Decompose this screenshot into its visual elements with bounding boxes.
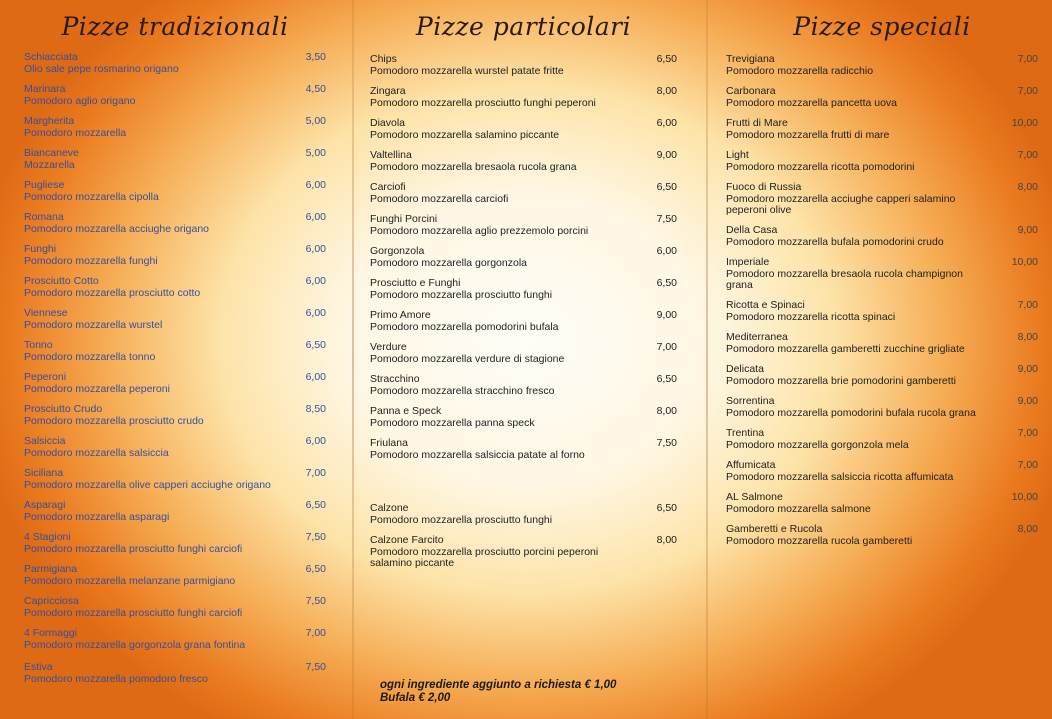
pizza-name: 4 Stagioni: [24, 531, 71, 543]
pizza-price: 6,00: [656, 117, 677, 129]
pizza-ingredients: Pomodoro mozzarella stracchino fresco: [370, 384, 555, 397]
pizza-ingredients: Pomodoro aglio origano: [24, 94, 136, 107]
pizza-name: Salsiccia: [24, 435, 66, 447]
pizza-price: 6,50: [656, 181, 677, 193]
pizza-price: 7,00: [305, 627, 326, 639]
extras-note: [380, 679, 616, 705]
pizza-ingredients: Pomodoro mozzarella pomodoro fresco: [24, 672, 208, 685]
menu-item: [370, 438, 677, 461]
menu-item: [24, 596, 326, 619]
pizza-name: Parmigiana: [24, 563, 78, 575]
pizza-name: Imperiale: [726, 256, 770, 268]
pizza-ingredients: Pomodoro mozzarella salsiccia patate al forno: [370, 448, 585, 461]
pizza-ingredients: Pomodoro mozzarella funghi: [24, 254, 158, 267]
pizza-price: 7,50: [305, 595, 326, 607]
pizza-name: AL Salmone: [726, 491, 783, 503]
menu-item: [24, 244, 326, 267]
pizza-price: 6,00: [305, 307, 326, 319]
pizza-name: Frutti di Mare: [726, 117, 788, 129]
pizza-price: 6,00: [305, 243, 326, 255]
pizza-ingredients: Pomodoro mozzarella prosciutto funghi peperoni: [370, 96, 596, 109]
menu-item: [24, 372, 326, 395]
menu-item: [370, 310, 677, 333]
pizza-price: 9,00: [1017, 395, 1038, 407]
menu-item: [370, 118, 677, 141]
pizza-price: 7,50: [305, 661, 326, 673]
menu-item: [726, 225, 1038, 248]
menu-item: [726, 150, 1038, 173]
pizza-name: Stracchino: [370, 373, 420, 385]
menu-item: [370, 214, 677, 237]
pizza-price: 6,50: [305, 499, 326, 511]
extras-note-line: Bufala € 2,00: [380, 692, 451, 704]
menu-item: [726, 332, 1038, 355]
pizza-name: Gorgonzola: [370, 245, 425, 257]
pizza-name: Funghi: [24, 243, 57, 255]
pizza-name: Primo Amore: [370, 309, 431, 321]
pizza-name: Tonno: [24, 339, 53, 351]
pizza-name: Sorrentina: [726, 395, 775, 407]
pizza-price: 6,50: [305, 563, 326, 575]
pizza-name: 4 Formaggi: [24, 627, 78, 639]
pizza-price: 10,00: [1011, 117, 1038, 129]
menu-item: [24, 532, 326, 555]
menu-item: [726, 54, 1038, 77]
pizza-price: 10,00: [1011, 491, 1038, 503]
menu-item: [726, 428, 1038, 451]
pizza-ingredients: Pomodoro mozzarella ricotta spinaci: [726, 310, 896, 323]
pizza-name: Friulana: [370, 437, 408, 449]
pizza-ingredients: Pomodoro mozzarella prosciutto crudo: [24, 414, 204, 427]
pizza-price: 6,50: [656, 373, 677, 385]
pizza-name: Diavola: [370, 117, 406, 129]
pizza-name: Biancaneve: [24, 147, 79, 159]
pizza-price: 8,00: [656, 85, 677, 97]
pizza-ingredients: Pomodoro mozzarella pomodorini bufala rucola grana: [726, 406, 976, 419]
pizza-price: 6,00: [656, 245, 677, 257]
menu-item: [370, 278, 677, 301]
pizza-ingredients: Pomodoro mozzarella salsiccia: [24, 446, 169, 459]
pizza-ingredients: Pomodoro mozzarella gorgonzola mela: [726, 438, 909, 451]
pizza-name: Prosciutto e Funghi: [370, 277, 461, 289]
pizza-ingredients: Pomodoro mozzarella gamberetti zucchine grigliate: [726, 342, 965, 355]
pizza-name: Verdure: [370, 341, 407, 353]
menu-item: [726, 396, 1038, 419]
pizza-name: Carciofi: [370, 181, 406, 193]
menu-item: [24, 180, 326, 203]
pizza-price: 8,00: [656, 534, 677, 546]
pizza-price: 8,00: [1017, 181, 1038, 193]
pizza-ingredients: Pomodoro mozzarella pancetta uova: [726, 96, 898, 109]
pizza-name: Ricotta e Spinaci: [726, 299, 805, 311]
panel-title: Pizze speciali: [793, 12, 971, 41]
pizza-ingredients: Pomodoro mozzarella bresaola rucola grana: [370, 160, 577, 173]
pizza-name: Chips: [370, 53, 397, 65]
pizza-ingredients: Pomodoro mozzarella bresaola rucola champignon grana: [726, 267, 963, 291]
pizza-price: 3,50: [305, 51, 326, 63]
panel-pizze-speciali: [726, 0, 1038, 719]
pizza-ingredients: Pomodoro mozzarella salmone: [726, 502, 871, 515]
pizza-price: 6,00: [305, 179, 326, 191]
menu-item: [370, 503, 677, 526]
pizza-name: Estiva: [24, 661, 53, 673]
pizza-name: Trentina: [726, 427, 765, 439]
pizza-price: 8,50: [305, 403, 326, 415]
pizza-ingredients: Pomodoro mozzarella asparagi: [24, 510, 170, 523]
pizza-name: Romana: [24, 211, 64, 223]
menu-item: [726, 364, 1038, 387]
pizza-ingredients: Pomodoro mozzarella prosciutto funghi carciofi: [24, 542, 243, 555]
pizza-name: Della Casa: [726, 224, 778, 236]
pizza-price: 6,00: [305, 435, 326, 447]
pizza-name: Valtellina: [370, 149, 412, 161]
pizza-name: Panna e Speck: [370, 405, 442, 417]
pizza-price: 7,00: [656, 341, 677, 353]
pizza-price: 7,50: [656, 213, 677, 225]
panel-title: Pizze particolari: [415, 12, 632, 41]
pizza-price: 7,00: [1017, 427, 1038, 439]
pizza-ingredients: Pomodoro mozzarella wurstel: [24, 318, 163, 331]
menu-item: [24, 84, 326, 107]
pizza-name: Siciliana: [24, 467, 64, 479]
menu-item: [370, 86, 677, 109]
menu-item: [24, 500, 326, 523]
pizza-ingredients: Pomodoro mozzarella gorgonzola: [370, 256, 528, 269]
pizza-name: Gamberetti e Rucola: [726, 523, 823, 535]
pizza-price: 7,00: [1017, 459, 1038, 471]
pizza-price: 7,00: [1017, 149, 1038, 161]
pizza-ingredients: Pomodoro mozzarella acciughe capperi salamino peperoni olive: [726, 192, 956, 216]
pizza-price: 4,50: [305, 83, 326, 95]
pizza-price: 8,00: [1017, 331, 1038, 343]
pizza-ingredients: Pomodoro mozzarella brie pomodorini gamberetti: [726, 374, 956, 387]
pizza-price: 5,00: [305, 115, 326, 127]
pizza-price: 6,00: [305, 211, 326, 223]
pizza-name: Calzone: [370, 502, 409, 514]
pizza-price: 9,00: [656, 309, 677, 321]
pizza-ingredients: Pomodoro mozzarella: [24, 126, 127, 139]
pizza-ingredients: Pomodoro mozzarella radicchio: [726, 64, 874, 77]
pizza-ingredients: Pomodoro mozzarella ricotta pomodorini: [726, 160, 915, 173]
pizza-name: Trevigiana: [726, 53, 775, 65]
pizza-ingredients: Pomodoro mozzarella tonno: [24, 350, 156, 363]
menu-item: [24, 52, 326, 75]
pizza-ingredients: Pomodoro mozzarella bufala pomodorini crudo: [726, 235, 944, 248]
pizza-price: 7,50: [305, 531, 326, 543]
pizza-ingredients: Pomodoro mozzarella prosciutto porcini peperoni salamino piccante: [370, 545, 599, 569]
menu-item: [726, 86, 1038, 109]
fold-line-right: [706, 0, 708, 719]
extras-note-line: ogni ingrediente aggiunto a richiesta € 1,00: [380, 679, 617, 691]
menu-item: [726, 300, 1038, 323]
menu-item: [24, 662, 326, 685]
pizza-name: Carbonara: [726, 85, 776, 97]
pizza-name: Fuoco di Russia: [726, 181, 802, 193]
menu-item: [370, 374, 677, 397]
menu-item: [726, 118, 1038, 141]
pizza-ingredients: Pomodoro mozzarella aglio prezzemolo porcini: [370, 224, 589, 237]
pizza-name: Prosciutto Cotto: [24, 275, 99, 287]
pizza-price: 6,00: [305, 371, 326, 383]
pizza-price: 9,00: [1017, 363, 1038, 375]
menu-item: [24, 116, 326, 139]
menu-item: [24, 308, 326, 331]
menu-item: [370, 182, 677, 205]
pizza-name: Affumicata: [726, 459, 776, 471]
pizza-name: Marinara: [24, 83, 66, 95]
pizza-name: Delicata: [726, 363, 764, 375]
pizza-ingredients: Pomodoro mozzarella gorgonzola grana fontina: [24, 638, 246, 651]
menu-item: [370, 406, 677, 429]
pizza-name: Schiacciata: [24, 51, 78, 63]
pizza-ingredients: Olio sale pepe rosmarino origano: [24, 62, 179, 75]
pizza-name: Peperoni: [24, 371, 67, 383]
menu-item: [370, 150, 677, 173]
pizza-ingredients: Pomodoro mozzarella frutti di mare: [726, 128, 890, 141]
pizza-ingredients: Pomodoro mozzarella peperoni: [24, 382, 170, 395]
pizza-price: 7,00: [1017, 299, 1038, 311]
pizza-price: 7,50: [656, 437, 677, 449]
menu-item: [726, 524, 1038, 547]
pizza-price: 6,50: [305, 339, 326, 351]
pizza-ingredients: Pomodoro mozzarella salamino piccante: [370, 128, 560, 141]
menu-item: [24, 628, 326, 651]
pizza-ingredients: Pomodoro mozzarella prosciutto funghi: [370, 288, 553, 301]
pizza-name: Mediterranea: [726, 331, 788, 343]
pizza-price: 6,50: [656, 277, 677, 289]
pizza-name: Capricciosa: [24, 595, 79, 607]
panel-pizze-particolari: [370, 0, 677, 719]
pizza-price: 7,00: [1017, 85, 1038, 97]
pizza-ingredients: Pomodoro mozzarella salsiccia ricotta affumicata: [726, 470, 954, 483]
pizza-ingredients: Pomodoro mozzarella verdure di stagione: [370, 352, 565, 365]
pizza-price: 9,00: [1017, 224, 1038, 236]
pizza-price: 6,50: [656, 53, 677, 65]
pizza-ingredients: Pomodoro mozzarella melanzane parmigiano: [24, 574, 236, 587]
menu-item: [370, 246, 677, 269]
pizza-ingredients: Mozzarella: [24, 158, 75, 171]
menu-item: [24, 564, 326, 587]
pizza-name: Light: [726, 149, 749, 161]
pizza-ingredients: Pomodoro mozzarella carciofi: [370, 192, 509, 205]
pizza-ingredients: Pomodoro mozzarella rucola gamberetti: [726, 534, 913, 547]
menu-item: [726, 182, 1038, 217]
menu-item: [24, 212, 326, 235]
pizza-ingredients: Pomodoro mozzarella acciughe origano: [24, 222, 210, 235]
pizza-ingredients: Pomodoro mozzarella cipolla: [24, 190, 159, 203]
menu-item: [24, 276, 326, 299]
panel-pizze-tradizionali: [24, 0, 326, 719]
menu-item: [24, 468, 326, 491]
pizza-price: 8,00: [1017, 523, 1038, 535]
pizza-price: 10,00: [1011, 256, 1038, 268]
pizza-price: 7,00: [1017, 53, 1038, 65]
pizza-price: 8,00: [656, 405, 677, 417]
pizza-ingredients: Pomodoro mozzarella olive capperi acciughe origano: [24, 478, 271, 491]
pizza-price: 6,50: [656, 502, 677, 514]
menu-item: [370, 535, 677, 570]
pizza-price: 7,00: [305, 467, 326, 479]
menu-item: [370, 342, 677, 365]
menu-item: [24, 340, 326, 363]
pizza-name: Pugliese: [24, 179, 65, 191]
pizza-ingredients: Pomodoro mozzarella pomodorini bufala: [370, 320, 559, 333]
pizza-name: Asparagi: [24, 499, 66, 511]
pizza-ingredients: Pomodoro mozzarella wurstel patate fritte: [370, 64, 564, 77]
menu-item: [726, 257, 1038, 292]
pizza-price: 9,00: [656, 149, 677, 161]
pizza-price: 5,00: [305, 147, 326, 159]
menu-item: [370, 54, 677, 77]
pizza-name: Calzone Farcito: [370, 534, 444, 546]
pizza-name: Funghi Porcini: [370, 213, 438, 225]
menu-item: [24, 436, 326, 459]
pizza-name: Prosciutto Crudo: [24, 403, 103, 415]
pizza-price: 6,00: [305, 275, 326, 287]
menu-item: [726, 460, 1038, 483]
pizza-name: Margherita: [24, 115, 75, 127]
menu-item: [726, 492, 1038, 515]
pizza-name: Viennese: [24, 307, 68, 319]
panel-title: Pizze tradizionali: [61, 12, 289, 41]
menu-item: [24, 148, 326, 171]
pizza-name: Zingara: [370, 85, 406, 97]
pizza-ingredients: Pomodoro mozzarella panna speck: [370, 416, 535, 429]
menu-item: [24, 404, 326, 427]
pizza-ingredients: Pomodoro mozzarella prosciutto cotto: [24, 286, 201, 299]
pizza-ingredients: Pomodoro mozzarella prosciutto funghi carciofi: [24, 606, 243, 619]
pizza-ingredients: Pomodoro mozzarella prosciutto funghi: [370, 513, 553, 526]
fold-line-left: [352, 0, 354, 719]
